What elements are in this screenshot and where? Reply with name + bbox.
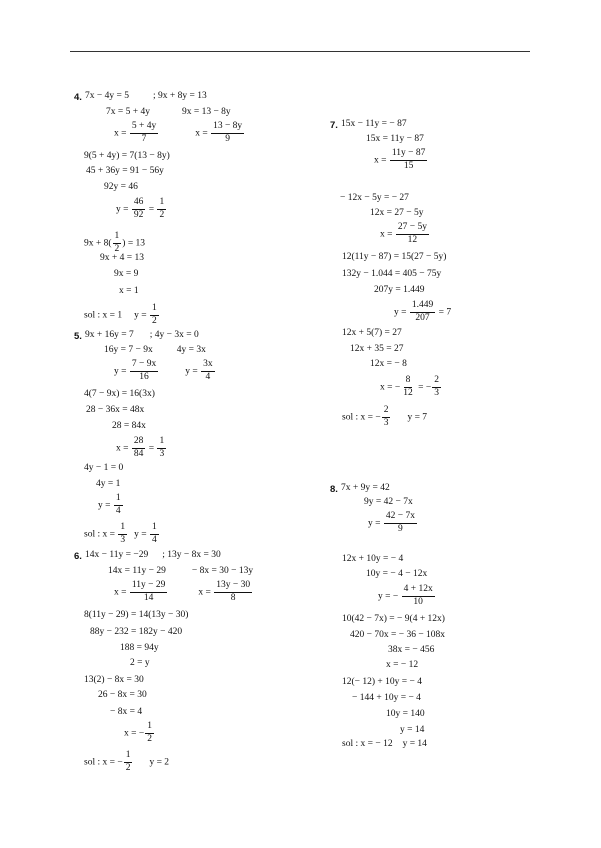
equation-line (85, 551, 221, 561)
equation-line (84, 232, 145, 255)
fraction (201, 360, 215, 383)
expression-text: 9x + 8( (84, 238, 112, 249)
expression-text: 7x = 5 + 4y (106, 107, 150, 117)
fraction (130, 360, 158, 383)
equation-line (114, 360, 216, 383)
expression-text: y = 14 (400, 725, 425, 735)
equation-line (86, 167, 164, 177)
fraction (150, 304, 159, 327)
expression-text: y = (116, 204, 131, 215)
fraction (130, 581, 168, 604)
fraction (384, 512, 417, 535)
denominator: 12 (407, 234, 418, 245)
expression-text: 12x + 35 = 27 (350, 344, 404, 354)
equation-line (84, 676, 144, 686)
denominator: 3 (434, 387, 439, 398)
expression-text: 45 + 36y = 91 − 56y (86, 166, 164, 176)
expression-text: ; 4y − 3x = 0 (149, 330, 199, 340)
denominator: 2 (151, 315, 157, 326)
numerator: 1 (150, 304, 159, 316)
numerator: 4 + 12x (402, 585, 435, 597)
expression-text: ; 9x + 8y = 13 (152, 91, 207, 101)
expression-text: x = (374, 155, 389, 166)
expression-text: 9x + 4 = 13 (100, 253, 144, 263)
expression-text: 13(2) − 8x = 30 (84, 675, 144, 685)
expression-text: 10y = − 4 − 12x (366, 569, 428, 579)
equation-line (124, 722, 155, 745)
expression-text: 28 − 36x = 48x (86, 405, 145, 415)
fraction (150, 523, 159, 546)
denominator: 2 (159, 209, 165, 220)
expression-text: y = (185, 366, 201, 377)
expression-text: y = (98, 500, 113, 511)
numerator: 11y − 87 (390, 149, 428, 161)
expression-text: 9x = 13 − 8y (181, 107, 231, 117)
expression-text: y = (394, 307, 409, 318)
equation-line (84, 152, 170, 162)
denominator: 16 (139, 371, 149, 382)
equation-line (342, 270, 441, 280)
expression-text: x = (116, 443, 131, 454)
fraction (410, 301, 435, 324)
equation-line (341, 120, 407, 130)
expression-text: y = (134, 529, 149, 540)
fraction (130, 122, 158, 145)
equation-line (394, 301, 451, 324)
expression-text: y = − (378, 591, 401, 602)
equation-line (114, 581, 253, 604)
equation-line (388, 646, 434, 656)
fraction (114, 494, 123, 517)
expression-text: 4y = 1 (96, 479, 121, 489)
problem-number: 8. (330, 484, 338, 495)
expression-text: = (146, 443, 157, 454)
expression-text: y = 2 (149, 757, 170, 768)
equation-line (342, 555, 403, 565)
equation-line (342, 678, 422, 688)
expression-text: 14x = 11y − 29 (108, 566, 166, 576)
expression-text: 9(5 + 4y) = 7(13 − 8y) (84, 151, 170, 161)
expression-text: x = (114, 128, 129, 139)
expression-text: 38x = − 456 (388, 645, 435, 655)
expression-text: − 8x = 4 (110, 707, 143, 717)
equation-line (104, 183, 138, 193)
expression-text: 9y = 42 − 7x (364, 497, 413, 507)
expression-text: 15x = 11y − 87 (366, 134, 424, 144)
denominator: 4 (151, 534, 157, 545)
equation-line (84, 751, 169, 774)
expression-text: 4y − 1 = 0 (84, 463, 124, 473)
denominator: 9 (225, 133, 230, 144)
fraction (124, 751, 133, 774)
equation-line (370, 209, 423, 219)
expression-text: 10y = 140 (386, 709, 425, 719)
equation-line (342, 406, 427, 429)
denominator: 2 (114, 243, 120, 254)
numerator: 1 (150, 523, 159, 535)
equation-line (114, 122, 245, 145)
expression-text: 26 − 8x = 30 (98, 690, 147, 700)
denominator: 10 (413, 596, 423, 607)
denominator: 3 (383, 417, 389, 428)
numerator: 27 − 5y (396, 223, 429, 235)
expression-text: 207y = 1.449 (374, 285, 425, 295)
denominator: 92 (133, 209, 144, 220)
equation-line (85, 92, 207, 102)
equation-line (340, 194, 409, 204)
expression-text: = − (415, 382, 432, 393)
fraction (132, 437, 146, 460)
equation-line (110, 708, 142, 718)
expression-text: 16y = 7 − 9x (104, 345, 153, 355)
expression-text: 7x − 4y = 5 (85, 91, 129, 101)
equation-line (130, 659, 150, 669)
expression-text: sol : x = − (84, 757, 123, 768)
numerator: 46 (132, 198, 146, 210)
problem-number: 6. (74, 551, 82, 562)
equation-line (342, 329, 402, 339)
equation-line (106, 108, 231, 118)
expression-text: y = 14 (402, 739, 427, 749)
numerator: 1 (118, 523, 127, 535)
equation-line (374, 149, 428, 172)
fraction (157, 437, 166, 460)
expression-text: y = (134, 310, 149, 321)
equation-line (380, 223, 430, 246)
expression-text: − 144 + 10y = − 4 (352, 693, 421, 703)
equation-line (370, 360, 407, 370)
numerator: 3x (201, 360, 215, 372)
numerator: 28 (132, 437, 146, 449)
equation-line (386, 661, 418, 671)
expression-text: ; 13y − 8x = 30 (162, 550, 221, 560)
expression-text: 92y = 46 (104, 182, 138, 192)
equation-line (84, 611, 188, 621)
numerator: 2 (432, 376, 441, 388)
fraction (382, 406, 391, 429)
fraction (118, 523, 127, 546)
expression-text: y = (114, 366, 129, 377)
problem-number: 7. (330, 120, 338, 131)
equation-line (114, 270, 138, 280)
expression-text: 420 − 70x = − 36 − 108x (350, 630, 446, 640)
equation-line (366, 135, 424, 145)
denominator: 7 (141, 133, 147, 144)
numerator: 42 − 7x (384, 512, 417, 524)
equation-line (84, 390, 155, 400)
expression-text: 2 = y (130, 658, 150, 668)
equation-line (84, 523, 160, 546)
equation-line (90, 628, 182, 638)
expression-text: sol : x = − (342, 412, 381, 423)
numerator: 7 − 9x (130, 360, 158, 372)
equation-line (352, 694, 421, 704)
denominator: 12 (403, 387, 413, 398)
expression-text: x = (198, 587, 214, 598)
denominator: 15 (403, 160, 414, 171)
fraction (390, 149, 428, 172)
numerator: 8 (404, 376, 413, 388)
expression-text: 12x + 10y = − 4 (342, 554, 404, 564)
expression-text: 7x + 9y = 42 (341, 483, 390, 493)
expression-text: = 7 (436, 307, 452, 318)
expression-text: 4(7 − 9x) = 16(3x) (84, 389, 155, 399)
numerator: 13 − 8y (211, 122, 244, 134)
expression-text: 12(− 12) + 10y = − 4 (342, 677, 423, 687)
expression-text: 9x = 9 (114, 269, 139, 279)
expression-text: y = 7 (407, 412, 428, 423)
fraction (396, 223, 429, 246)
expression-text: 10(42 − 7x) = − 9(4 + 12x) (342, 614, 445, 624)
equation-line (341, 484, 390, 494)
denominator: 4 (115, 505, 121, 516)
equation-line (84, 304, 160, 327)
equation-line (120, 644, 159, 654)
equation-line (116, 437, 167, 460)
denominator: 2 (147, 733, 152, 744)
expression-text: = (146, 204, 157, 215)
equation-line (98, 691, 147, 701)
equation-line (342, 615, 445, 625)
numerator: 11y − 29 (130, 581, 168, 593)
equation-line (84, 464, 123, 474)
equation-line (108, 567, 253, 577)
expression-text: 88y − 232 = 182y − 420 (90, 627, 183, 637)
numerator: 1 (114, 494, 123, 506)
equation-line (364, 498, 413, 508)
expression-text: − 12x − 5y = − 27 (340, 193, 409, 203)
equation-line (85, 331, 199, 341)
expression-text: sol : x = − 12 (342, 739, 393, 749)
expression-text: 188 = 94y (120, 643, 159, 653)
equation-line (366, 570, 427, 580)
equation-line (98, 494, 124, 517)
equation-line (378, 585, 436, 608)
expression-text: 12x = 27 − 5y (370, 208, 424, 218)
denominator: 3 (120, 534, 126, 545)
expression-text: 12x = − 8 (370, 359, 407, 369)
equation-line (386, 710, 425, 720)
equation-line (368, 512, 418, 535)
problem-number: 5. (74, 331, 82, 342)
expression-text: 15x − 11y = − 87 (341, 119, 407, 129)
header-rule (70, 51, 530, 52)
equation-line (100, 254, 144, 264)
numerator: 2 (382, 406, 391, 418)
expression-text: 28 = 84x (112, 421, 146, 431)
equation-line (96, 480, 120, 490)
expression-text: 14x − 11y = −29 (85, 550, 149, 560)
numerator: 1 (113, 232, 122, 244)
equation-line (86, 406, 144, 416)
equation-line (380, 376, 442, 399)
numerator: 1 (145, 722, 154, 734)
fraction (214, 581, 252, 604)
fraction (432, 376, 441, 399)
numerator: 1 (124, 751, 133, 763)
denominator: 9 (398, 523, 403, 534)
expression-text: x = 1 (119, 286, 139, 296)
equation-line (342, 740, 427, 750)
expression-text: 12(11y − 87) = 15(27 − 5y) (342, 252, 447, 262)
equation-line (104, 346, 206, 356)
expression-text: − 8x = 30 − 13y (191, 566, 254, 576)
expression-text: x = − 12 (386, 660, 419, 670)
fraction (211, 122, 244, 145)
numerator: 5 + 4y (130, 122, 158, 134)
expression-text: 8(11y − 29) = 14(13y − 30) (84, 610, 189, 620)
denominator: 4 (205, 371, 211, 382)
numerator: 1 (157, 437, 166, 449)
equation-line (350, 345, 403, 355)
expression-text: 4y = 3x (176, 345, 206, 355)
expression-text: 9x + 16y = 7 (85, 330, 134, 340)
expression-text: 12x + 5(7) = 27 (342, 328, 402, 338)
equation-line (119, 287, 139, 297)
fraction (132, 198, 146, 221)
equation-line (112, 422, 146, 432)
denominator: 207 (415, 312, 430, 323)
numerator: 1.449 (410, 301, 435, 313)
denominator: 3 (159, 448, 165, 459)
fraction (157, 198, 166, 221)
equation-line (342, 253, 446, 263)
numerator: 1 (157, 198, 166, 210)
denominator: 14 (143, 592, 154, 603)
denominator: 2 (125, 762, 131, 773)
expression-text: x = − (124, 728, 145, 739)
numerator: 13y − 30 (214, 581, 252, 593)
expression-text: x = (114, 587, 129, 598)
equation-line (374, 286, 424, 296)
equation-line (116, 198, 167, 221)
expression-text: x = (195, 128, 211, 139)
expression-text: sol : x = 1 (84, 310, 123, 321)
fraction (402, 585, 435, 608)
expression-text: 132y − 1.044 = 405 − 75y (342, 269, 442, 279)
expression-text: ) = 13 (122, 238, 146, 249)
expression-text: x = (380, 229, 395, 240)
expression-text: x = − (380, 382, 401, 393)
denominator: 8 (230, 592, 236, 603)
denominator: 84 (133, 448, 144, 459)
equation-line (400, 726, 424, 736)
equation-line (350, 631, 445, 641)
fraction (401, 376, 415, 399)
expression-text: sol : x = (84, 529, 118, 540)
fraction (145, 722, 154, 745)
problem-number: 4. (74, 92, 82, 103)
fraction (113, 232, 122, 255)
expression-text: y = (368, 518, 383, 529)
